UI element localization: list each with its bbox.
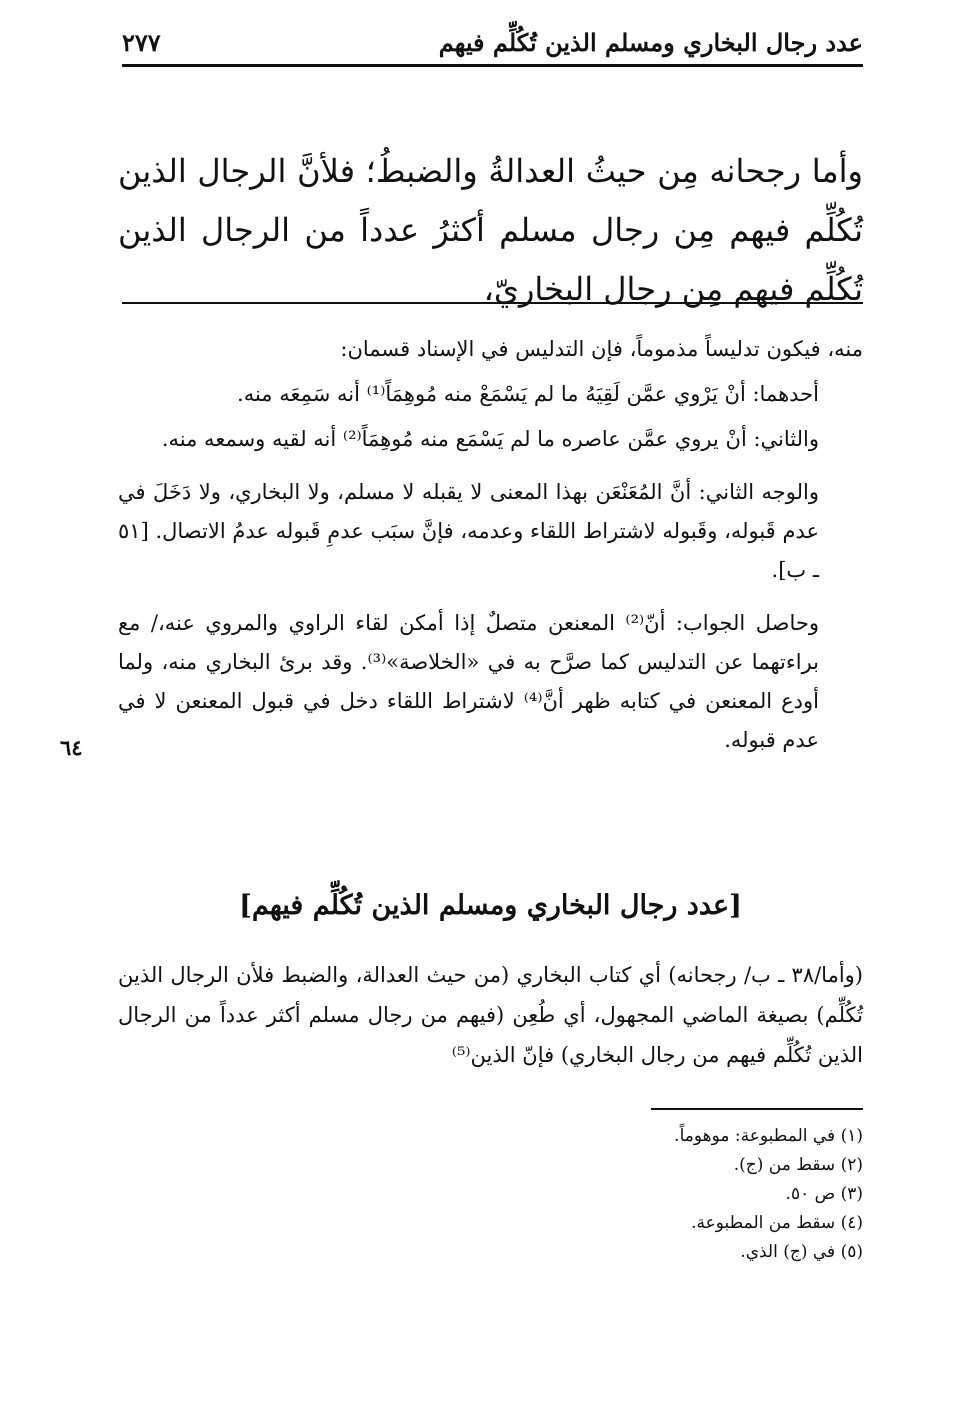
section-title: [عدد رجال البخاري ومسلم الذين تُكُلِّم فيهم] [239,890,742,921]
header-rule [122,64,863,67]
commentary-paragraph-6: (وأما/٣٨ ـ ب/ رجحانه) أي كتاب البخاري (من حيث العدالة، والضبط فلأن الرجال الذين تُكُلِّم) بصيغة الماضي المجهول، أي طُعِن (فيهم من رجال مسلم أكثر عدداً من الرجال الذين تُكُلِّم فيهم من رجال البخاري) فإنّ الذين⁽⁵⁾ [118,963,863,1067]
commentary-text-2 [118,955,863,1075]
matn-separator-rule [122,302,863,304]
running-title: عدد رجال البخاري ومسلم الذين تُكُلِّم فيهم [438,28,863,57]
footnote-4: (٤) سقط من المطبوعة. [691,1213,863,1233]
commentary-text [118,330,863,774]
footnotes [463,1122,863,1267]
matn-text [118,142,863,319]
footnote-3: (٣) ص ٥٠. [785,1184,863,1204]
footnote-rule [651,1108,863,1110]
footnote-2: (٢) سقط من (ج). [733,1155,863,1175]
matn-paragraph: وأما رجحانه مِن حيثُ العدالةُ والضبطُ؛ فلأنَّ الرجال الذين تُكُلِّم فيهم مِن رجال مسلم أكثرُ عدداً من الرجال الذين تُكُلِّم فيهم مِن رجال البخاريّ، [118,152,863,308]
footnote-5: (٥) في (ج) الذي. [740,1242,863,1262]
commentary-paragraph-4: والوجه الثاني: أنَّ المُعَنْعَن بهذا المعنى لا يقبله لا مسلم، ولا البخاري، ولا دَخَلَ في عدم قَبوله، وقَبوله لاشتراط اللقاء وعدمه، فإنَّ سبَب عدمِ قَبوله عدمُ الاتصال. [٥١ ـ ب]. [118,480,819,582]
manuscript-margin-number: ٦٤ [60,735,83,760]
commentary-paragraph-2: أحدهما: أنْ يَرْوي عمَّن لَقِيَهُ ما لم يَسْمَعْ منه مُوهِمَاً⁽¹⁾ أنه سَمِعَه منه. [237,382,819,406]
footnote-1: (١) في المطبوعة: موهوماً. [674,1126,863,1146]
commentary-paragraph-1: منه، فيكون تدليساً مذموماً، فإن التدليس في الإسناد قسمان: [340,337,863,361]
commentary-paragraph-3: والثاني: أنْ يروي عمَّن عاصره ما لم يَسْمَع منه مُوهِمَاً⁽²⁾ أنه لقيه وسمعه منه. [161,427,819,451]
commentary-paragraph-5: وحاصل الجواب: أنّ⁽²⁾ المعنعن متصلٌ إذا أمكن لقاء الراوي والمروي عنه،/ مع براءتهما عن التدليس كما صرَّح به في «الخلاصة»⁽³⁾. وقد برئ البخاري منه، ولما أودع المعنعن في كتابه ظهر أنَّ⁽⁴⁾ لاشتراط اللقاء دخل في قبول المعنعن لا في عدم قبوله. [118,611,819,752]
page-header [122,28,863,68]
page-number: ٢٧٧ [122,28,161,57]
